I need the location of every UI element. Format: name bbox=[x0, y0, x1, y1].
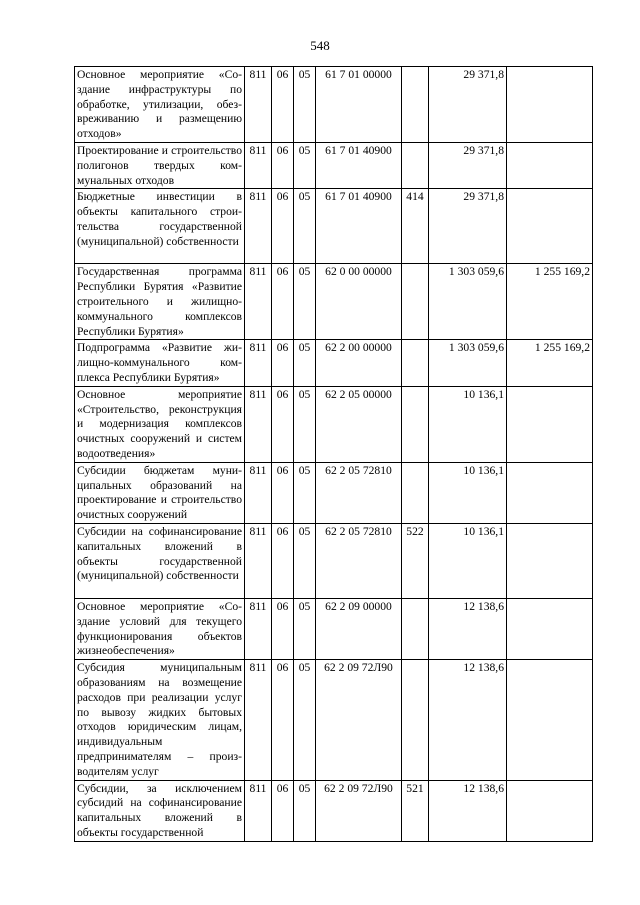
sum-2 bbox=[507, 189, 593, 264]
subsection-code: 05 bbox=[294, 523, 316, 598]
expense-type-code: 521 bbox=[402, 780, 429, 841]
item-name: Основное мероприятие «Создание условий для текущего функционирования объектов жизнеобеспечения» bbox=[75, 598, 245, 659]
subsection-code: 05 bbox=[294, 386, 316, 462]
sum-1: 29 371,8 bbox=[429, 143, 507, 189]
target-article-code: 61 7 01 40900 bbox=[316, 189, 402, 264]
expense-type-code bbox=[402, 462, 429, 523]
target-article-code: 62 2 05 00000 bbox=[316, 386, 402, 462]
page-number: 548 bbox=[310, 38, 330, 53]
subsection-code: 05 bbox=[294, 67, 316, 143]
table-row bbox=[75, 780, 593, 841]
ministry-code: 811 bbox=[245, 523, 272, 598]
ministry-code: 811 bbox=[245, 462, 272, 523]
table-row bbox=[75, 189, 593, 264]
subsection-code: 05 bbox=[294, 598, 316, 659]
subsection-code: 05 bbox=[294, 340, 316, 386]
subsection-code: 05 bbox=[294, 462, 316, 523]
sum-2 bbox=[507, 462, 593, 523]
subsection-code: 05 bbox=[294, 660, 316, 780]
sum-1: 10 136,1 bbox=[429, 523, 507, 598]
target-article-code: 61 7 01 40900 bbox=[316, 143, 402, 189]
item-name: Подпрограмма «Развитие жилищно-коммунального комплекса Республики Бурятия» bbox=[75, 340, 245, 386]
sum-1: 12 138,6 bbox=[429, 598, 507, 659]
item-name: Основное мероприятие «Строительство, реконструкция и модернизация комплексов очистных сооружений и систем водоотведения» bbox=[75, 386, 245, 462]
target-article-code: 62 0 00 00000 bbox=[316, 264, 402, 340]
target-article-code: 62 2 09 00000 bbox=[316, 598, 402, 659]
target-article-code: 62 2 05 72810 bbox=[316, 462, 402, 523]
sum-1: 12 138,6 bbox=[429, 660, 507, 780]
table-row bbox=[75, 462, 593, 523]
section-code: 06 bbox=[272, 523, 294, 598]
ministry-code: 811 bbox=[245, 340, 272, 386]
section-code: 06 bbox=[272, 386, 294, 462]
ministry-code: 811 bbox=[245, 67, 272, 143]
expense-type-code bbox=[402, 660, 429, 780]
expense-type-code: 522 bbox=[402, 523, 429, 598]
item-name: Государственная программа Республики Бурятия «Развитие строительного и жилищно-коммунального комплексов Республики Бурятия» bbox=[75, 264, 245, 340]
subsection-code: 05 bbox=[294, 189, 316, 264]
table-row bbox=[75, 660, 593, 780]
sum-2: 1 255 169,2 bbox=[507, 340, 593, 386]
sum-2: 1 255 169,2 bbox=[507, 264, 593, 340]
sum-1: 12 138,6 bbox=[429, 780, 507, 841]
ministry-code: 811 bbox=[245, 598, 272, 659]
sum-2 bbox=[507, 523, 593, 598]
expense-type-code bbox=[402, 340, 429, 386]
item-name: Проектирование и строительство полигонов твердых коммунальных отходов bbox=[75, 143, 245, 189]
ministry-code: 811 bbox=[245, 143, 272, 189]
section-code: 06 bbox=[272, 598, 294, 659]
subsection-code: 05 bbox=[294, 264, 316, 340]
table-body bbox=[75, 67, 593, 842]
ministry-code: 811 bbox=[245, 264, 272, 340]
item-name: Бюджетные инвестиции в объекты капитального строительства государственной (муниципальной) собственности bbox=[75, 189, 245, 264]
target-article-code: 62 2 09 72Л90 bbox=[316, 660, 402, 780]
table-row bbox=[75, 67, 593, 143]
section-code: 06 bbox=[272, 340, 294, 386]
sum-1: 10 136,1 bbox=[429, 462, 507, 523]
sum-2 bbox=[507, 143, 593, 189]
sum-2 bbox=[507, 598, 593, 659]
expense-type-code bbox=[402, 264, 429, 340]
expense-type-code: 414 bbox=[402, 189, 429, 264]
section-code: 06 bbox=[272, 660, 294, 780]
sum-1: 1 303 059,6 bbox=[429, 264, 507, 340]
expense-type-code bbox=[402, 386, 429, 462]
item-name: Основное мероприятие «Создание инфраструктуры по обработке, утилизации, обезвреживанию и размещению отходов» bbox=[75, 67, 245, 143]
sum-1: 1 303 059,6 bbox=[429, 340, 507, 386]
ministry-code: 811 bbox=[245, 189, 272, 264]
subsection-code: 05 bbox=[294, 143, 316, 189]
sum-2 bbox=[507, 386, 593, 462]
expense-type-code bbox=[402, 67, 429, 143]
target-article-code: 62 2 05 72810 bbox=[316, 523, 402, 598]
sum-2 bbox=[507, 660, 593, 780]
subsection-code: 05 bbox=[294, 780, 316, 841]
target-article-code: 61 7 01 00000 bbox=[316, 67, 402, 143]
item-name: Субсидии, за исключением субсидий на софинансирование капитальных вложений в объекты государственной bbox=[75, 780, 245, 841]
ministry-code: 811 bbox=[245, 660, 272, 780]
budget-table bbox=[74, 66, 593, 842]
target-article-code: 62 2 00 00000 bbox=[316, 340, 402, 386]
section-code: 06 bbox=[272, 143, 294, 189]
expense-type-code bbox=[402, 143, 429, 189]
item-name: Субсидии на софинансирование капитальных вложений в объекты государственной (муниципальной) собственности bbox=[75, 523, 245, 598]
ministry-code: 811 bbox=[245, 780, 272, 841]
sum-2 bbox=[507, 67, 593, 143]
table-row bbox=[75, 340, 593, 386]
section-code: 06 bbox=[272, 67, 294, 143]
table-row bbox=[75, 264, 593, 340]
section-code: 06 bbox=[272, 780, 294, 841]
table-row bbox=[75, 598, 593, 659]
table-row bbox=[75, 386, 593, 462]
section-code: 06 bbox=[272, 189, 294, 264]
item-name: Субсидии бюджетам муниципальных образований на проектирование и строительство очистных сооружений bbox=[75, 462, 245, 523]
section-code: 06 bbox=[272, 462, 294, 523]
item-name: Субсидия муниципальным образованиям на возмещение расходов при реализации услуг по вывозу жидких бытовых отходов юридическим лицам, индивидуальным предпринимателям – производителям услуг bbox=[75, 660, 245, 780]
expense-type-code bbox=[402, 598, 429, 659]
table-row bbox=[75, 523, 593, 598]
table-row bbox=[75, 143, 593, 189]
sum-1: 29 371,8 bbox=[429, 67, 507, 143]
sum-1: 29 371,8 bbox=[429, 189, 507, 264]
ministry-code: 811 bbox=[245, 386, 272, 462]
section-code: 06 bbox=[272, 264, 294, 340]
sum-2 bbox=[507, 780, 593, 841]
target-article-code: 62 2 09 72Л90 bbox=[316, 780, 402, 841]
sum-1: 10 136,1 bbox=[429, 386, 507, 462]
